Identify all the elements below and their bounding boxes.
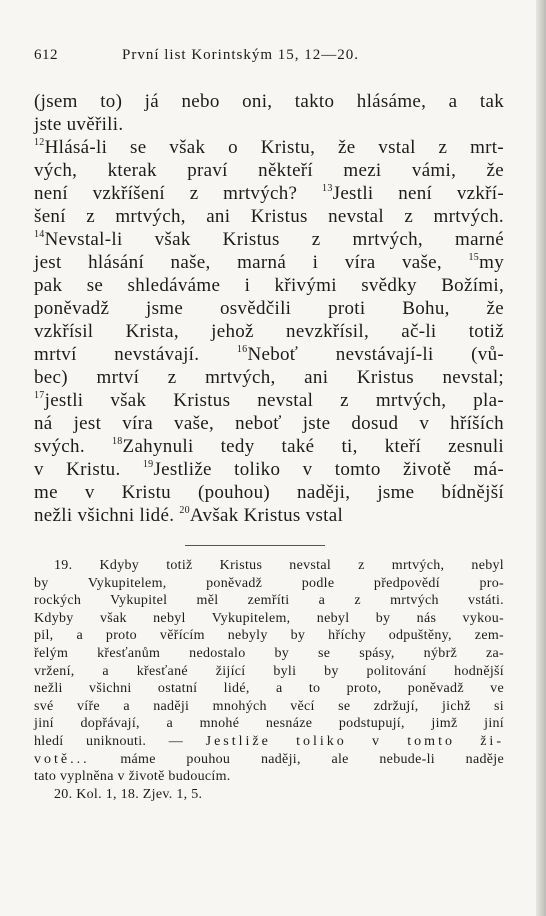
footnote-line	[34, 698, 504, 716]
page-number: 612	[34, 47, 58, 63]
text-line	[34, 228, 504, 251]
text-line	[34, 458, 504, 481]
text-line	[34, 435, 504, 458]
footnote-line	[34, 645, 504, 663]
text-line	[34, 366, 504, 389]
text-run: me v Kristu (pouhou) naději, jsme bídnější	[34, 482, 504, 503]
text-run: mrtví nevstávají.	[34, 344, 237, 365]
footnote-line	[34, 715, 504, 733]
text-run: Nevstal-li však Kristus z mrtvých, marné	[44, 229, 504, 250]
text-run: bec) mrtví z mrtvých, ani Kristus nevstal;	[34, 367, 504, 388]
footnote-line	[34, 557, 504, 575]
text-line	[34, 481, 504, 504]
verse-number: 14	[34, 229, 45, 240]
verse-number: 17	[34, 390, 45, 401]
text-run: jestli však Kristus nevstal z mrtvých, pla-	[44, 390, 504, 411]
verse-number: 16	[236, 344, 248, 355]
text-run: jste uvěřili.	[34, 114, 124, 135]
text-line	[34, 320, 504, 343]
quoted-phrase: votě...	[34, 751, 90, 767]
text-run: vých, kterak praví někteří mezi vámi, že	[34, 160, 504, 181]
quoted-phrase: Jestliže toliko v tomto ži-	[205, 733, 504, 749]
text-line	[34, 251, 504, 274]
footnote-divider	[185, 545, 325, 546]
text-line	[34, 274, 504, 297]
text-run: by Vykupitelem, poněvadž podle předpovědí pro-	[34, 575, 504, 591]
verse-number: 18	[111, 436, 123, 447]
verse-number: 12	[34, 137, 45, 148]
verse-number: 13	[322, 183, 333, 194]
text-run: nežli všichni ostatní lidé, a to proto, poněvadž ve	[34, 681, 504, 697]
text-run: rockých Vykupitel měl zemříti a z mrtvých vstáti.	[34, 593, 504, 609]
footnote-line	[34, 610, 504, 628]
verse-number: 20	[179, 505, 190, 516]
text-run: řelým křesťanům nedostalo by se spásy, nýbrž za-	[34, 645, 504, 661]
text-run: v Kristu.	[34, 459, 143, 480]
text-run: hledí uniknouti. —	[34, 733, 206, 749]
verse-number: 19	[142, 459, 154, 470]
text-run: nežli všichni lidé.	[34, 505, 180, 526]
running-title: První list Korintským 15, 12—20.	[122, 47, 360, 63]
text-run: 19. Kdyby totiž Kristus nevstal z mrtvých, nebyl	[54, 558, 504, 573]
text-run: tato vyplněna v životě budoucím.	[34, 769, 231, 785]
text-run: své víře a naději mnohých věcí se zdržují, jichž si	[34, 698, 504, 714]
text-run: vzkřísil Krista, jehož nevzkřísil, ač-li totiž	[34, 321, 504, 342]
text-run: Zahynuli tedy také ti, kteří zesnuli	[122, 436, 504, 457]
text-run: jiní dopřávají, a mnohé nesnáze podstupují, jimž jiní	[34, 716, 504, 732]
text-run: Neboť nevstávají-li (vů-	[247, 344, 504, 365]
text-run: Jestli není vzkří-	[332, 183, 504, 204]
text-line	[34, 136, 504, 159]
text-line	[34, 113, 504, 136]
footnotes	[34, 557, 504, 803]
text-run: Jestliže toliko v tomto životě má-	[153, 459, 504, 480]
text-line	[34, 504, 504, 527]
text-line	[34, 205, 504, 228]
page-edge	[536, 0, 546, 916]
scripture-text	[34, 90, 504, 527]
text-run: není vzkříšení z mrtvých?	[34, 183, 323, 204]
text-line	[34, 343, 504, 366]
footnote-line	[34, 627, 504, 645]
footnote-line	[34, 663, 504, 681]
text-run: vržení, a křesťané žijící byli by politování hodnější	[34, 663, 504, 679]
text-run: pil, a proto věřícím nebyly by hříchy odpuštěny, zem-	[34, 628, 504, 644]
text-line	[34, 90, 504, 113]
text-run: máme pouhou naději, ale nebude-li naděje	[89, 751, 504, 767]
text-run: svých.	[34, 436, 112, 457]
footnote-line	[34, 786, 504, 804]
footnote-line	[34, 751, 504, 769]
text-line	[34, 297, 504, 320]
text-line	[34, 159, 504, 182]
text-run: my	[479, 252, 504, 273]
text-run: Avšak Kristus vstal	[189, 505, 344, 526]
footnote-line	[34, 768, 504, 786]
text-run: jest hlásání naše, marná i víra vaše,	[34, 252, 469, 273]
text-run: Kdyby však nebyl Vykupitelem, nebyl by nás vykou-	[34, 610, 504, 626]
text-run: šení z mrtvých, ani Kristus nevstal z mrtvých.	[34, 206, 504, 227]
verse-number: 15	[468, 252, 480, 263]
footnote-line	[34, 680, 504, 698]
text-run: pak se shledáváme i křivými svědky Božími,	[34, 275, 504, 296]
text-line	[34, 389, 504, 412]
text-line	[34, 182, 504, 205]
text-line	[34, 412, 504, 435]
text-run: Hlásá-li se však o Kristu, že vstal z mrt-	[44, 137, 504, 158]
text-run: poněvadž jsme osvědčili proti Bohu, že	[34, 298, 504, 319]
footnote-line	[34, 592, 504, 610]
text-run: ná jest víra vaše, neboť jste dosud v hříších	[34, 413, 504, 434]
text-run: 20. Kol. 1, 18. Zjev. 1, 5.	[54, 786, 203, 802]
footnote-line	[34, 575, 504, 593]
footnote-line	[34, 733, 504, 751]
text-run: (jsem to) já nebo oni, takto hlásáme, a tak	[34, 91, 504, 112]
